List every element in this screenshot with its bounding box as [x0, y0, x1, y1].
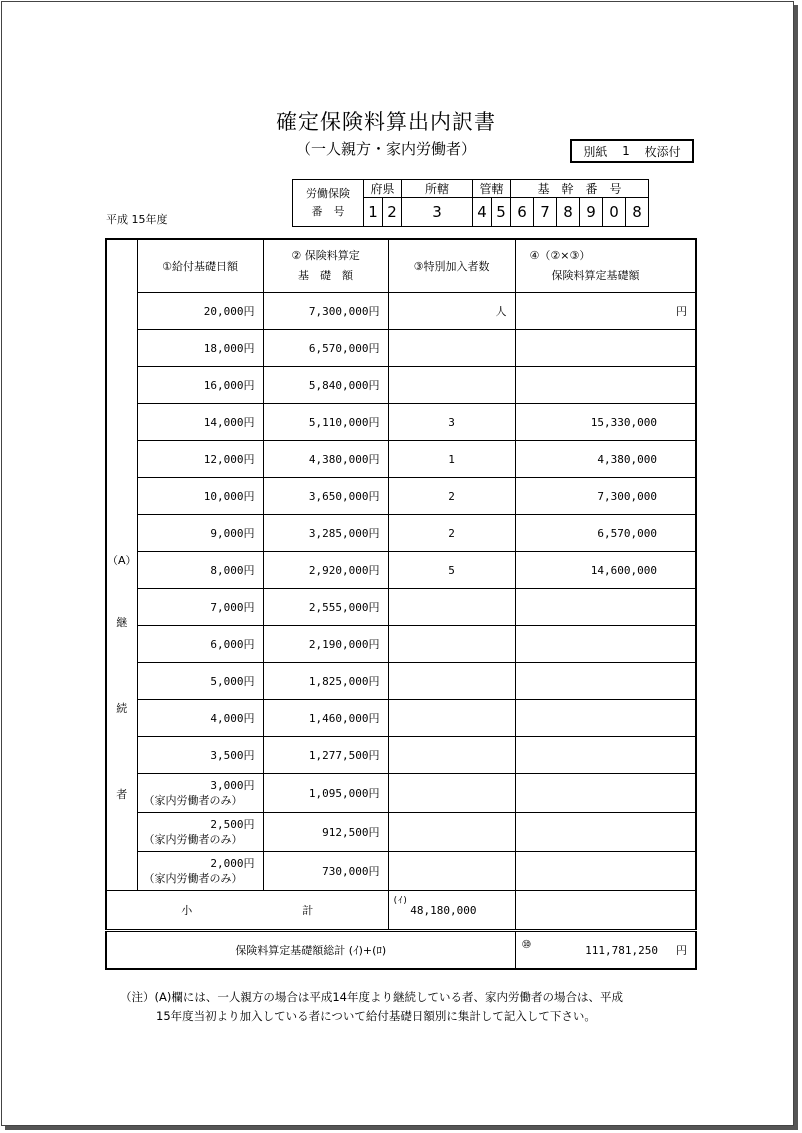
insurance-base-cell: 3,650,000円	[263, 478, 388, 515]
header-insurance-base: ② 保険料算定 基 礎 額	[263, 239, 388, 293]
table-row	[106, 330, 696, 367]
insurance-base-cell: 5,840,000円	[263, 367, 388, 404]
daily-base-cell: 2,500円 （家内労働者のみ）	[137, 813, 263, 852]
premium-base-cell	[515, 626, 696, 663]
premium-base-cell	[515, 774, 696, 813]
fiscal-year: 平成 15年度	[106, 213, 168, 226]
member-count-cell: 2	[388, 478, 515, 515]
total-row	[106, 931, 696, 970]
member-count-cell	[388, 330, 515, 367]
table-row	[106, 626, 696, 663]
table-row	[106, 478, 696, 515]
total-label: 保険料算定基礎額総計 (ｲ)+(ﾛ)	[106, 931, 515, 970]
table-row	[106, 663, 696, 700]
insurance-base-cell: 1,277,500円	[263, 737, 388, 774]
document-title: 確定保険料算出内訳書	[276, 110, 496, 134]
attachment-box	[570, 139, 694, 163]
digit-cell: 6	[511, 198, 534, 227]
form-page	[1, 1, 794, 1126]
member-count-cell	[388, 813, 515, 852]
attachment-label: 別紙	[583, 144, 608, 159]
premium-base-cell: 円	[515, 293, 696, 330]
member-count-cell: 人	[388, 293, 515, 330]
attachment-number: 1	[622, 144, 630, 158]
insurance-number-label: 労働保険 番 号	[293, 180, 364, 227]
insurance-base-cell: 3,285,000円	[263, 515, 388, 552]
header-jurisdiction: 所轄	[402, 180, 473, 198]
daily-base-cell: 2,000円 （家内労働者のみ）	[137, 852, 263, 891]
daily-base-cell: 7,000円	[137, 589, 263, 626]
table-row	[106, 441, 696, 478]
attachment-suffix: 枚添付	[644, 144, 681, 159]
insurance-base-cell: 1,825,000円	[263, 663, 388, 700]
member-count-cell: 3	[388, 404, 515, 441]
premium-base-cell	[515, 813, 696, 852]
digit-cell: 7	[534, 198, 557, 227]
digit-cell: 8	[557, 198, 580, 227]
member-count-cell: 5	[388, 552, 515, 589]
table-row	[106, 774, 696, 813]
insurance-base-cell: 2,555,000円	[263, 589, 388, 626]
member-count-cell	[388, 774, 515, 813]
member-count-cell	[388, 663, 515, 700]
premium-base-cell	[515, 330, 696, 367]
insurance-base-cell: 2,190,000円	[263, 626, 388, 663]
daily-base-cell: 3,000円 （家内労働者のみ）	[137, 774, 263, 813]
daily-base-cell: 20,000円	[137, 293, 263, 330]
premium-base-cell: 4,380,000	[515, 441, 696, 478]
premium-base-cell	[515, 852, 696, 891]
member-count-cell	[388, 589, 515, 626]
table-row	[106, 293, 696, 330]
premium-base-cell	[515, 367, 696, 404]
daily-base-cell: 14,000円	[137, 404, 263, 441]
subtotal-row	[106, 891, 696, 931]
digit-cell: 5	[492, 198, 511, 227]
header-management: 管轄	[473, 180, 511, 198]
table-row	[106, 589, 696, 626]
member-count-cell	[388, 852, 515, 891]
insurance-number-table	[292, 179, 649, 227]
digit-cell: 8	[626, 198, 649, 227]
digit-cell: 0	[603, 198, 626, 227]
daily-base-cell: 4,000円	[137, 700, 263, 737]
member-count-cell: 2	[388, 515, 515, 552]
grand-total-value: ⑩ 111,781,250 円	[515, 931, 696, 970]
table-row	[106, 552, 696, 589]
header-member-count: ③特別加入者数	[388, 239, 515, 293]
premium-base-cell: 15,330,000	[515, 404, 696, 441]
section-label-continuing: （A） 継 続 者	[106, 239, 137, 891]
table-row	[106, 700, 696, 737]
table-row	[106, 813, 696, 852]
daily-base-cell: 8,000円	[137, 552, 263, 589]
premium-base-cell	[515, 737, 696, 774]
daily-base-cell: 9,000円	[137, 515, 263, 552]
premium-base-cell	[515, 700, 696, 737]
insurance-base-cell: 2,920,000円	[263, 552, 388, 589]
table-row	[106, 515, 696, 552]
insurance-base-cell: 7,300,000円	[263, 293, 388, 330]
digit-cell: 1	[364, 198, 383, 227]
member-count-cell	[388, 367, 515, 404]
member-count-cell	[388, 626, 515, 663]
member-count-cell	[388, 737, 515, 774]
subtotal-value: (ｲ) 48,180,000	[388, 891, 515, 931]
footnote: （注）(A)欄には、一人親方の場合は平成14年度より継続している者、家内労働者の場合は、平成 15年度当初より加入している者について給付基礎日額別に集計して記入して下さい。	[120, 990, 623, 1023]
digit-cell: 3	[402, 198, 473, 227]
daily-base-cell: 5,000円	[137, 663, 263, 700]
insurance-base-cell: 730,000円	[263, 852, 388, 891]
premium-base-cell: 14,600,000	[515, 552, 696, 589]
premium-base-cell	[515, 663, 696, 700]
daily-base-cell: 12,000円	[137, 441, 263, 478]
premium-base-cell: 7,300,000	[515, 478, 696, 515]
insurance-base-cell: 1,095,000円	[263, 774, 388, 813]
daily-base-cell: 6,000円	[137, 626, 263, 663]
member-count-cell: 1	[388, 441, 515, 478]
insurance-base-cell: 1,460,000円	[263, 700, 388, 737]
insurance-base-cell: 912,500円	[263, 813, 388, 852]
breakdown-table	[105, 238, 697, 970]
premium-base-cell: 6,570,000	[515, 515, 696, 552]
digit-cell: 4	[473, 198, 492, 227]
daily-base-cell: 10,000円	[137, 478, 263, 515]
document-subtitle: （一人親方・家内労働者）	[295, 140, 476, 158]
insurance-base-cell: 6,570,000円	[263, 330, 388, 367]
digit-cell: 9	[580, 198, 603, 227]
subtotal-label: 小 計	[106, 891, 388, 931]
table-row	[106, 852, 696, 891]
daily-base-cell: 3,500円	[137, 737, 263, 774]
premium-base-cell	[515, 589, 696, 626]
daily-base-cell: 16,000円	[137, 367, 263, 404]
daily-base-cell: 18,000円	[137, 330, 263, 367]
table-row	[106, 404, 696, 441]
table-row	[106, 367, 696, 404]
header-prefecture: 府県	[364, 180, 402, 198]
member-count-cell	[388, 700, 515, 737]
table-row	[106, 737, 696, 774]
header-daily-base: ①給付基礎日額	[137, 239, 263, 293]
insurance-base-cell: 5,110,000円	[263, 404, 388, 441]
digit-cell: 2	[383, 198, 402, 227]
header-premium-base: ④（②×③） 保険料算定基礎額	[515, 239, 696, 293]
header-base-number: 基 幹 番 号	[511, 180, 649, 198]
insurance-base-cell: 4,380,000円	[263, 441, 388, 478]
